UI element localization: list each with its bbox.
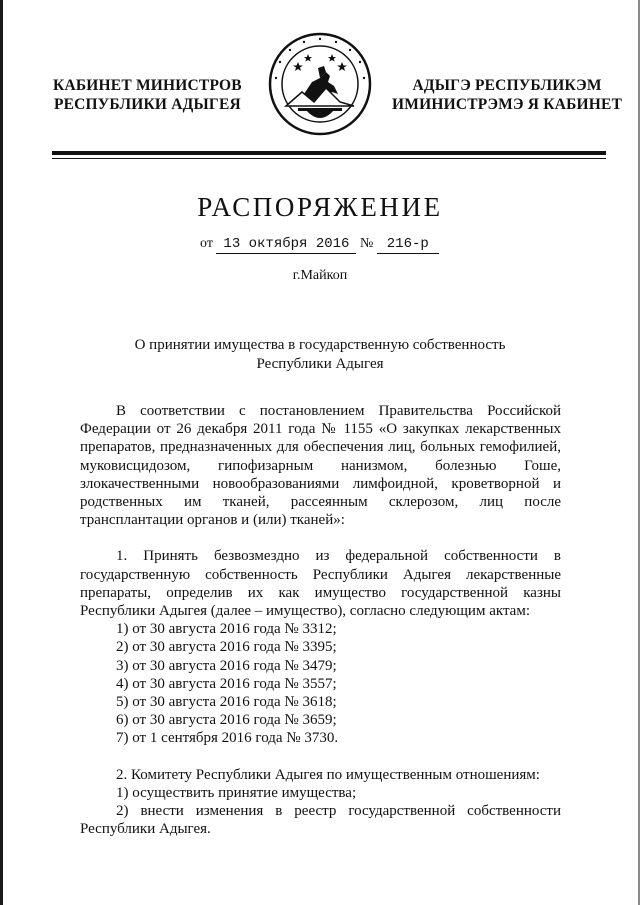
header-rule-thin bbox=[52, 158, 606, 159]
item-2-sub-2: 2) внести изменения в реестр государственной собственности Республики Адыгея. bbox=[80, 803, 561, 838]
item-2-paragraph: 2. Комитету Республики Адыгея по имущественным отношениям: bbox=[116, 766, 540, 783]
act-item: 4) от 30 августа 2016 года № 3557; bbox=[116, 675, 337, 692]
date-label: от bbox=[200, 236, 213, 251]
number-label: № bbox=[359, 236, 374, 251]
header-right-block bbox=[392, 76, 622, 114]
act-item: 5) от 30 августа 2016 года № 3618; bbox=[116, 694, 337, 711]
subject-line-1: О принятии имущества в государственную собственность bbox=[134, 337, 506, 353]
item-2-sub-1: 1) осуществить принятие имущества; bbox=[116, 784, 357, 801]
document-body bbox=[80, 402, 561, 838]
item-1-paragraph: 1. Принять безвозмездно из федеральной собственности в государственную собственность Республики Адыгея лекарственные препараты, определив их как имущество государственной казны Республики Адыгея (далее – имущество), согласно следующим актам: bbox=[80, 548, 561, 620]
act-item: 1) от 30 августа 2016 года № 3312; bbox=[116, 621, 337, 638]
header-rule-thick bbox=[52, 151, 606, 155]
coat-of-arms-adygea-icon bbox=[268, 32, 372, 136]
act-item: 7) от 1 сентября 2016 года № 3730. bbox=[116, 730, 339, 747]
act-item: 2) от 30 августа 2016 года № 3395; bbox=[116, 639, 337, 656]
date-number-line bbox=[200, 236, 439, 254]
header-right-line-1: АДЫГЭ РЕСПУБЛИКЭМ bbox=[412, 77, 602, 94]
document-title: РАСПОРЯЖЕНИЕ bbox=[197, 192, 443, 222]
acts-list bbox=[80, 620, 561, 747]
header-left-line-2: РЕСПУБЛИКИ АДЫГЕЯ bbox=[53, 96, 241, 113]
date-value: 13 октября 2016 bbox=[216, 236, 356, 254]
header-left-block bbox=[53, 76, 242, 114]
city-name: г.Майкоп bbox=[292, 268, 348, 283]
document-subject bbox=[0, 336, 640, 374]
act-item: 3) от 30 августа 2016 года № 3479; bbox=[116, 657, 337, 674]
act-item: 6) от 30 августа 2016 года № 3659; bbox=[116, 712, 337, 729]
intro-paragraph: В соответствии с постановлением Правительства Российской Федерации от 26 декабря 2011 года № 1155 «О закупках лекарственных препаратов, предназначенных для обеспечения лиц, больных гемофилией, муковисцидозом, гипофизарным нанизмом, болезнью Гоше, злокачественными новообразованиями лимфоидной, кроветворной и родственных им тканей, рассеянным склерозом, лиц после трансплантации органов и (или) тканей»: bbox=[80, 403, 561, 529]
header-right-line-2: ИМИНИСТРЭМЭ Я КАБИНЕТ bbox=[392, 96, 623, 113]
scan-edge-left bbox=[0, 0, 3, 905]
header-left-line-1: КАБИНЕТ МИНИСТРОВ bbox=[53, 77, 242, 94]
number-value: 216-р bbox=[377, 236, 439, 254]
subject-line-2: Республики Адыгея bbox=[256, 356, 384, 372]
